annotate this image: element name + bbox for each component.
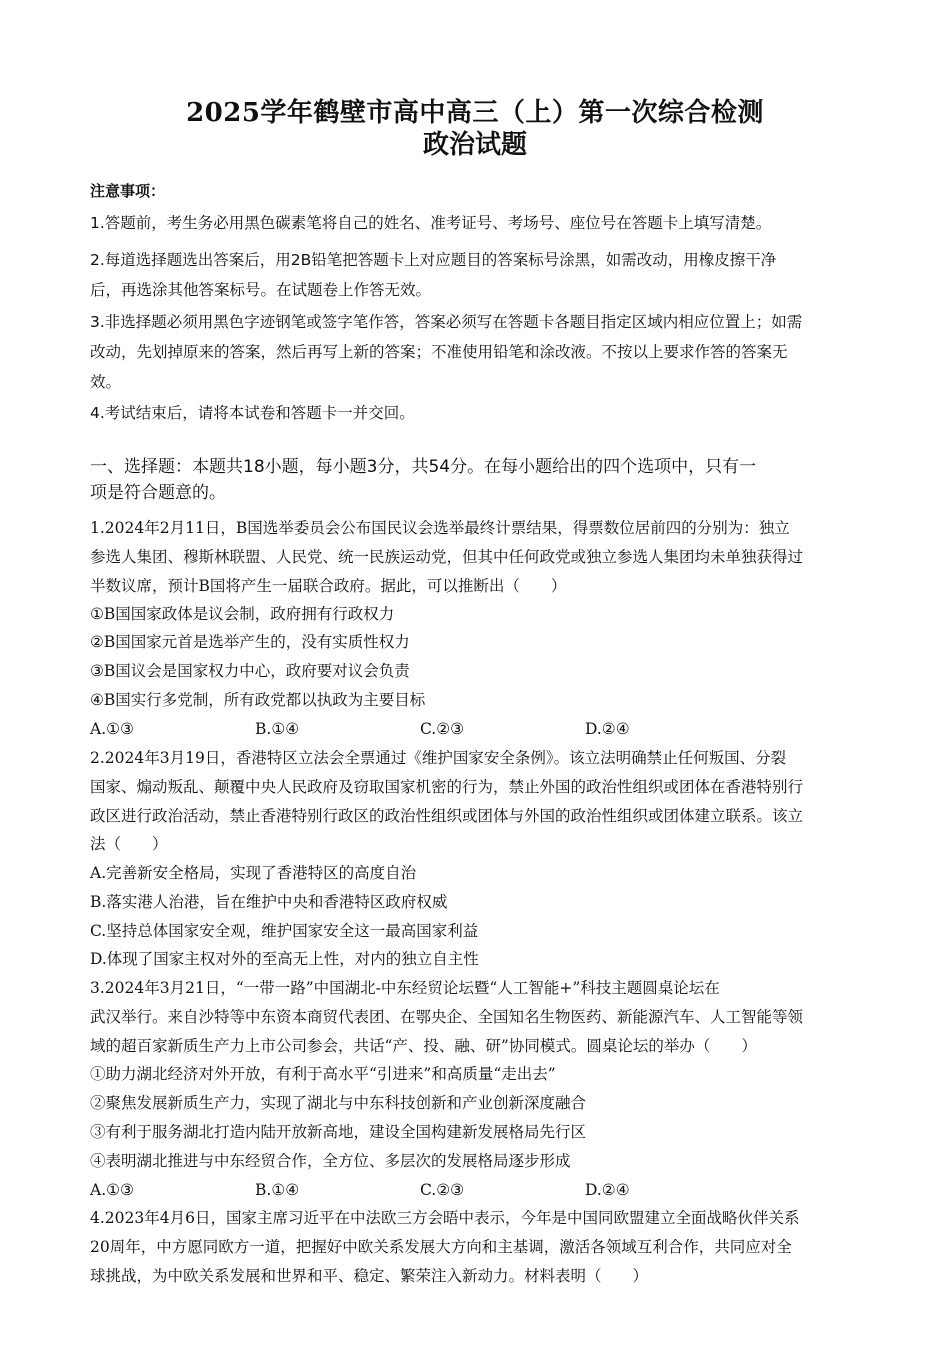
- q3-stem-line: 域的超百家新质生产力上市公司参会，共话“产、投、融、研”协同模式。圆桌论坛的举办（ ）: [90, 1037, 757, 1055]
- q4-stem-line: 球挑战，为中欧关系发展和世界和平、稳定、繁荣注入新动力。材料表明（ ）: [90, 1267, 649, 1285]
- q3-option-d[interactable]: D.②④: [585, 1181, 630, 1199]
- q1-option-d[interactable]: D.②④: [585, 720, 630, 738]
- q3-item: ③有利于服务湖北打造内陆开放新高地，建设全国构建新发展格局先行区: [90, 1123, 587, 1141]
- q3-item: ④表明湖北推进与中东经贸合作，全方位、多层次的发展格局逐步形成: [90, 1152, 571, 1170]
- q2-option-a[interactable]: A.完善新安全格局，实现了香港特区的高度自治: [90, 864, 417, 882]
- section-heading-cont: 项是符合题意的。: [90, 483, 226, 503]
- q3-option-c[interactable]: C.②③: [420, 1181, 465, 1199]
- notice-line: 改动，先划掉原来的答案，然后再写上新的答案；不准使用铅笔和涂改液。不按以上要求作答的答案无: [90, 343, 788, 361]
- q2-stem-line: 国家、煽动叛乱、颠覆中央人民政府及窃取国家机密的行为，禁止外国的政治性组织或团体在香港特别行: [90, 778, 804, 796]
- q3-option-a[interactable]: A.①③: [90, 1181, 134, 1199]
- q4-stem-line: 20周年，中方愿同欧方一道，把握好中欧关系发展大方向和主基调，激活各领域互利合作，共同应对全: [90, 1238, 792, 1256]
- q1-option-b[interactable]: B.①④: [255, 720, 300, 738]
- exam-title: 2025学年鹤壁市高中高三（上）第一次综合检测: [186, 98, 764, 128]
- q2-stem-line: 政区进行政治活动，禁止香港特别行政区的政治性组织或团体与外国的政治性组织或团体建立联系。该立: [90, 807, 804, 825]
- q3-stem-line: 武汉举行。来自沙特等中东资本商贸代表团、在鄂央企、全国知名生物医药、新能源汽车、人工智能等领: [90, 1008, 804, 1026]
- q2-stem-line: 法（ ）: [90, 835, 168, 853]
- q1-item: ①B国国家政体是议会制，政府拥有行政权力: [90, 605, 395, 623]
- q2-option-b[interactable]: B.落实港人治港，旨在维护中央和香港特区政府权威: [90, 893, 448, 911]
- q1-item: ②B国国家元首是选举产生的，没有实质性权力: [90, 633, 410, 651]
- q3-item: ②聚焦发展新质生产力，实现了湖北与中东科技创新和产业创新深度融合: [90, 1094, 587, 1112]
- q3-stem-line: 3.2024年3月21日，“一带一路”中国湖北-中东经贸论坛暨“人工智能+”科技主题圆桌论坛在: [90, 979, 720, 997]
- q1-option-c[interactable]: C.②③: [420, 720, 465, 738]
- exam-subject: 政治试题: [422, 130, 527, 160]
- notice-line: 效。: [90, 373, 122, 391]
- q3-item: ①助力湖北经济对外开放，有利于高水平“引进来”和高质量“走出去”: [90, 1065, 556, 1083]
- q1-stem-line: 半数议席，预计B国将产生一届联合政府。据此，可以推断出（ ）: [90, 577, 567, 595]
- q3-option-b[interactable]: B.①④: [255, 1181, 300, 1199]
- notice-line: 1.答题前，考生务必用黑色碳素笔将自己的姓名、准考证号、考场号、座位号在答题卡上填写清楚。: [90, 214, 772, 232]
- notice-line: 后，再选涂其他答案标号。在试题卷上作答无效。: [90, 281, 432, 299]
- q2-option-d[interactable]: D.体现了国家主权对外的至高无上性，对内的独立自主性: [90, 950, 479, 968]
- q2-option-c[interactable]: C.坚持总体国家安全观，维护国家安全这一最高国家利益: [90, 922, 479, 940]
- q1-stem-line: 参选人集团、穆斯林联盟、人民党、统一民族运动党，但其中任何政党或独立参选人集团均未单独获得过: [90, 548, 804, 566]
- notice-heading: 注意事项：: [90, 182, 166, 200]
- section-heading: 一、选择题：本题共18小题，每小题3分，共54分。在每小题给出的四个选项中，只有一: [90, 457, 757, 477]
- q1-item: ③B国议会是国家权力中心，政府要对议会负责: [90, 662, 410, 680]
- q1-item: ④B国实行多党制，所有政党都以执政为主要目标: [90, 691, 426, 709]
- q1-stem-line: 1.2024年2月11日，B国选举委员会公布国民议会选举最终计票结果，得票数位居前四的分别为：独立: [90, 519, 790, 537]
- notice-line: 3.非选择题必须用黑色字迹钢笔或签字笔作答，答案必须写在答题卡各题目指定区域内相应位置上；如需: [90, 313, 803, 331]
- q1-option-a[interactable]: A.①③: [90, 720, 134, 738]
- notice-line: 2.每道选择题选出答案后，用2B铅笔把答题卡上对应题目的答案标号涂黑，如需改动，用橡皮擦干净: [90, 251, 777, 269]
- notice-line: 4.考试结束后，请将本试卷和答题卡一并交回。: [90, 404, 415, 422]
- q2-stem-line: 2.2024年3月19日，香港特区立法会全票通过《维护国家安全条例》。该立法明确禁止任何叛国、分裂: [90, 749, 787, 767]
- q4-stem-line: 4.2023年4月6日，国家主席习近平在中法欧三方会晤中表示，今年是中国同欧盟建立全面战略伙伴关系: [90, 1209, 800, 1227]
